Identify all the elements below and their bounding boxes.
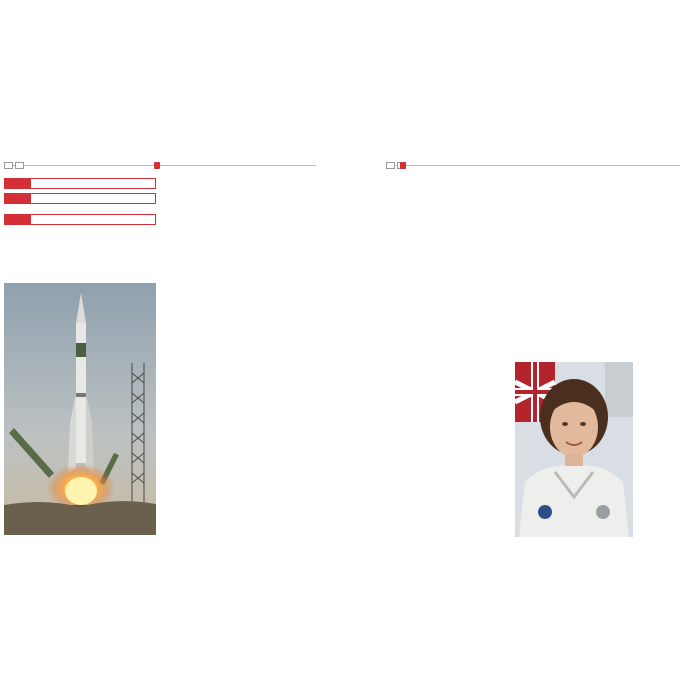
foreword-rule: [386, 162, 680, 169]
contents-rule: [4, 162, 316, 169]
contents-chapter: [4, 193, 156, 204]
foreword-body-column-1: [386, 229, 526, 537]
chapter-page-number: [5, 179, 31, 188]
contents-chapter: [4, 178, 156, 189]
chapter-title: [31, 194, 39, 203]
contents-chapter: [4, 214, 156, 225]
foreword-page: [350, 0, 700, 700]
chapter-title: [31, 179, 39, 188]
contents-column-left: [4, 178, 156, 235]
rocket-launch-photo: [4, 283, 156, 535]
chapter-page-number: [5, 194, 31, 203]
chapter-page-number: [5, 215, 31, 224]
chapter-title: [31, 215, 39, 224]
astronaut-portrait-photo: [515, 362, 633, 537]
